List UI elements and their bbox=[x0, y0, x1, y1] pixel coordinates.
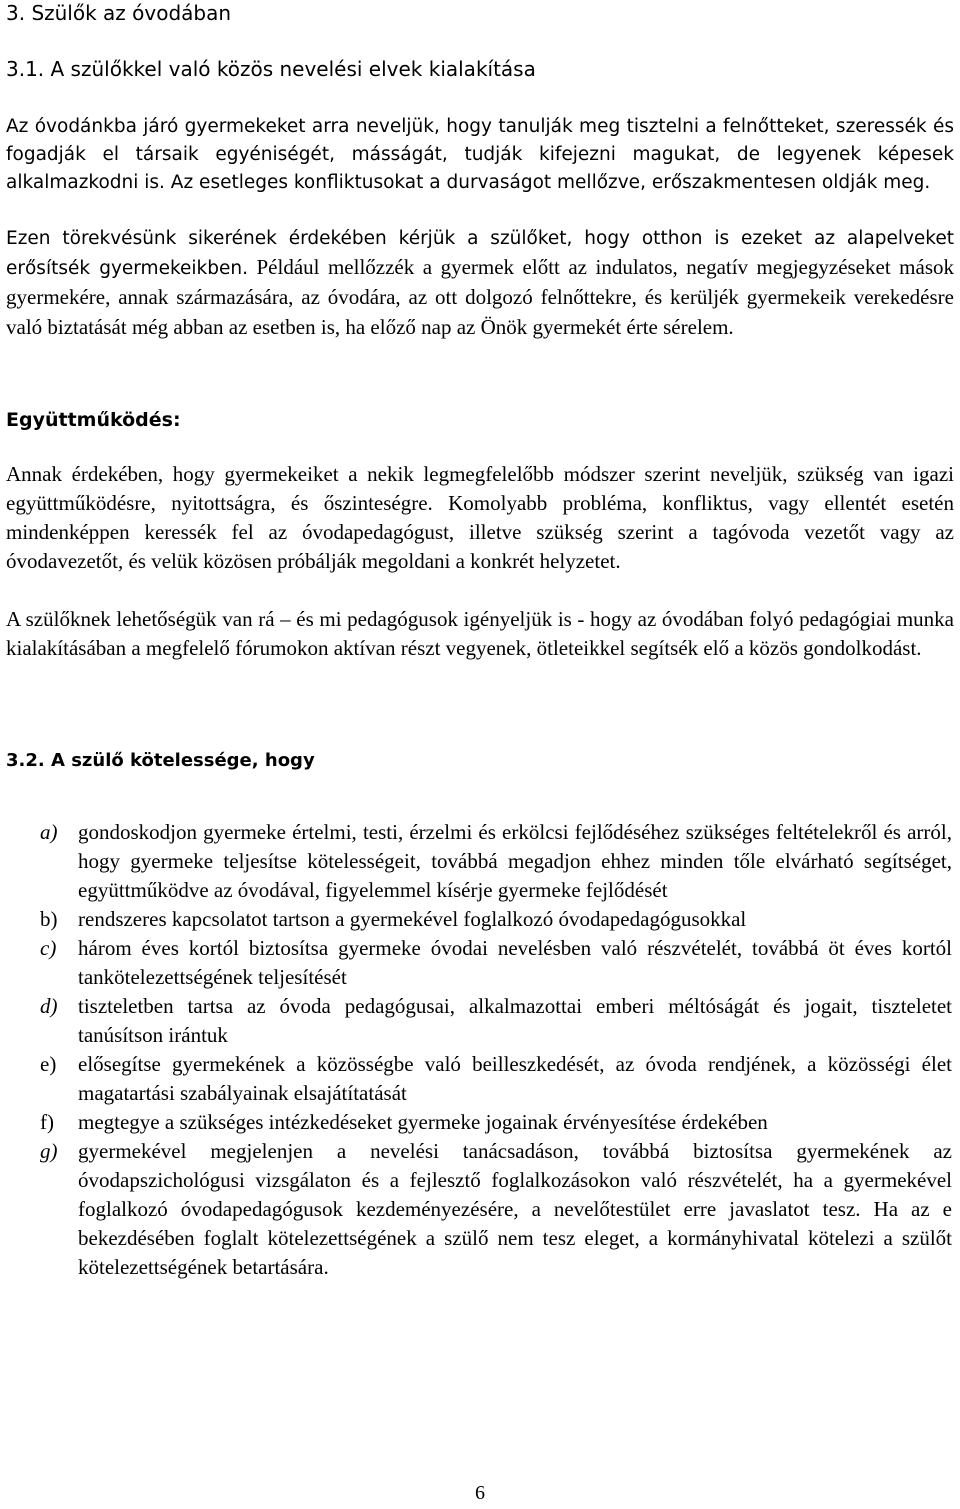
section1-paragraph-1: Az óvodánkba járó gyermekeket arra neveljük, hogy tanulják meg tisztelni a felnőtteket, szeressék és fogadják el társaik egyéniségét, másságát, tudják kifejezni magukat, de legyenek képesek alkalmazkodni is. Az esetleges konfliktusokat a durvaságot mellőzve, erőszakmentesen oldják meg. bbox=[6, 116, 954, 193]
cooperation-paragraph-2: A szülőknek lehetőségük van rá – és mi pedagógusok igényeljük is - hogy az óvodában folyó pedagógiai munka kialakításában a megfelelő fórumokon aktívan részt vegyenek, ötleteikkel segítsék elő a közös gondolkodást. bbox=[6, 607, 954, 660]
list-item-label: g) bbox=[40, 1139, 58, 1163]
list-item-label: f) bbox=[40, 1110, 54, 1134]
list-item-text: rendszeres kapcsolatot tartson a gyermekével foglalkozó óvodapedagógusokkal bbox=[78, 907, 747, 931]
cooperation-paragraph-1: Annak érdekében, hogy gyermekeiket a nekik legmegfelelőbb módszer szerint neveljük, szükség van igazi együttműködésre, nyitottságra, és őszinteségre. Komolyabb probléma, konfliktus, vagy ellentét esetén mindenképpen keressék fel az óvodapedagógust, illetve szükség szerint a tagóvoda vezetőt vagy az óvodavezetőt, és velük közösen próbálják megoldani a konkrét helyzetet. bbox=[6, 462, 954, 573]
list-item bbox=[40, 1050, 952, 1108]
list-item bbox=[40, 934, 952, 992]
section1-paragraph-2-serif: Például mellőzzék a gyermek előtt az indulatos, negatív megjegyzéseket mások gyermekére, annak származására, az óvodára, az ott dolgozó felnőttekre, és kerüljék gyermekeik verekedésre való biztatását még abban az esetben is, ha előző nap az Önök gyermekét érte sérelem. bbox=[6, 255, 954, 339]
section1-paragraph-2 bbox=[6, 225, 954, 343]
chapter-title: 3. Szülők az óvodában bbox=[6, 1, 232, 25]
section-title-3-1: 3.1. A szülőkkel való közös nevelési elvek kialakítása bbox=[6, 57, 536, 81]
list-item-text: három éves kortól biztosítsa gyermeke óvodai nevelésben való részvételét, továbbá öt éves kortól tankötelezettségének teljesítését bbox=[78, 936, 952, 989]
list-item-label: c) bbox=[40, 936, 57, 960]
list-item-label: a) bbox=[40, 820, 58, 844]
list-item-label: b) bbox=[40, 907, 58, 931]
list-item-label: e) bbox=[40, 1052, 57, 1076]
list-item bbox=[40, 1108, 952, 1137]
list-item bbox=[40, 992, 952, 1050]
section1-paragraph-2-sans: Ezen törekvésünk sikerének érdekében kérjük a szülőket, hogy otthon is ezeket az alapelveket erősítsék gyermekeikben. bbox=[6, 228, 954, 279]
list-item bbox=[40, 905, 952, 934]
list-item-text: gyermekével megjelenjen a nevelési tanácsadáson, továbbá biztosítsa gyermekének az óvodapszichológusi vizsgálaton és a fejlesztő foglalkozásokon való részvételét, ha a gyermekével foglalkozó óvodapedagógusok kezdeményezésére, a nevelőtestület erre javaslatot tesz. Ha az e bekezdésében foglalt kötelezettségének a szülő nem tesz eleget, a kormányhivatal kötelezi a szülőt kötelezettségének betartására. bbox=[78, 1139, 952, 1279]
cooperation-heading: Együttműködés: bbox=[6, 409, 181, 431]
list-item-text: megtegye a szükséges intézkedéseket gyermeke jogainak érvényesítése érdekében bbox=[78, 1110, 768, 1134]
list-item-label: d) bbox=[40, 994, 58, 1018]
list-item bbox=[40, 1137, 952, 1282]
list-item-text: tiszteletben tartsa az óvoda pedagógusai, alkalmazottai emberi méltóságát és jogait, tiszteletet tanúsítson irántuk bbox=[78, 994, 952, 1047]
duties-list bbox=[40, 818, 952, 1282]
section-title-3-2: 3.2. A szülő kötelessége, hogy bbox=[6, 750, 315, 771]
list-item bbox=[40, 818, 952, 905]
page-number: 6 bbox=[475, 1482, 485, 1504]
list-item-text: elősegítse gyermekének a közösségbe való beilleszkedését, az óvoda rendjének, a közösségi élet magatartási szabályainak elsajátítatását bbox=[78, 1052, 952, 1105]
list-item-text: gondoskodjon gyermeke értelmi, testi, érzelmi és erkölcsi fejlődéséhez szükséges feltételekről és arról, hogy gyermeke teljesítse kötelességeit, továbbá megadjon ehhez minden tőle elvárható segítséget, együttműködve az óvodával, figyelemmel kísérje gyermeke fejlődését bbox=[78, 820, 952, 902]
